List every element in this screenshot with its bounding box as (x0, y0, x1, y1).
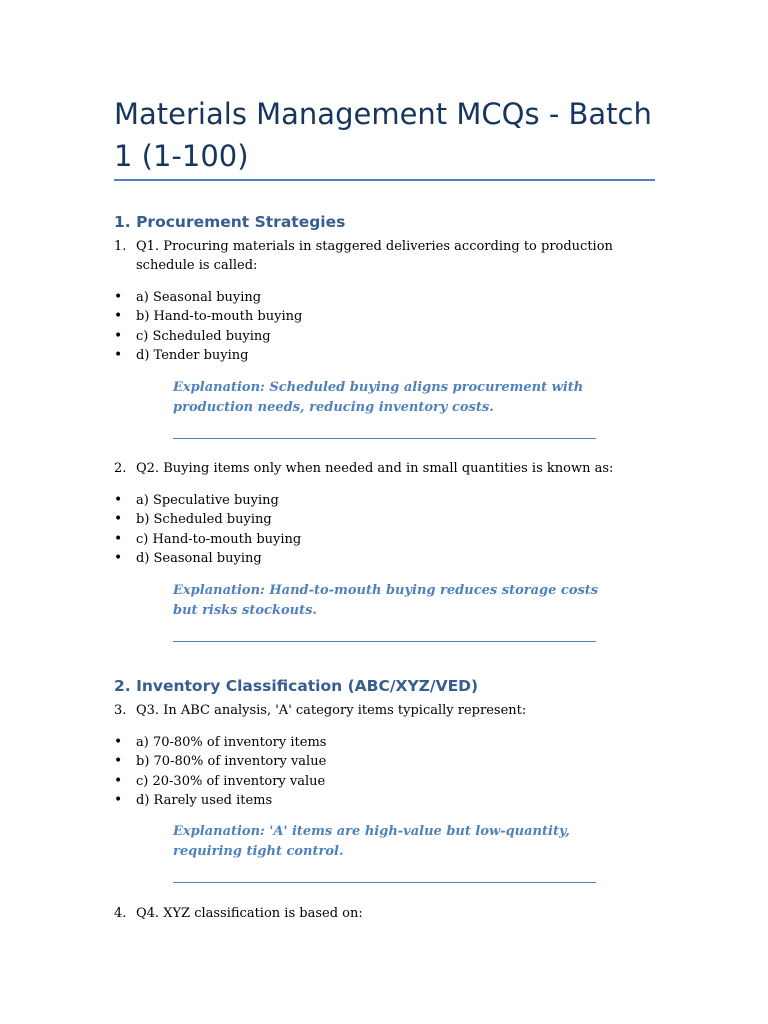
option-label: c) Hand-to-mouth buying (136, 531, 302, 547)
bullet-icon: • (114, 327, 123, 344)
option-b (114, 510, 301, 529)
question-2 (114, 459, 634, 478)
question-text: Q4. XYZ classification is based on: (136, 906, 363, 921)
question-text: Q3. In ABC analysis, 'A' category items typically represent: (136, 703, 527, 718)
option-d (114, 549, 301, 568)
answer-options (114, 733, 326, 810)
bullet-icon: • (114, 492, 123, 508)
explanation-text: Explanation: 'A' items are high-value but low-quantity, requiring tight control. (173, 824, 570, 859)
bullet-icon: • (114, 549, 123, 566)
title-underline (114, 179, 655, 181)
option-c (114, 772, 326, 791)
question-text: Q1. Procuring materials in staggered deliveries according to production schedule is called: (136, 239, 613, 273)
section-heading-procurement: 1. Procurement Strategies (114, 213, 346, 231)
question-3 (114, 701, 634, 720)
bullet-icon: • (114, 308, 123, 325)
option-b (114, 752, 326, 771)
question-number: 1. (114, 239, 127, 254)
question-text: Q2. Buying items only when needed and in small quantities is known as: (136, 461, 614, 476)
option-label: a) 70-80% of inventory items (136, 735, 327, 750)
question-1 (114, 237, 634, 275)
option-label: b) 70-80% of inventory value (136, 754, 327, 770)
bullet-icon: • (114, 289, 123, 305)
section-heading-inventory-classification: 2. Inventory Classification (ABC/XYZ/VED) (114, 677, 479, 695)
option-label: c) 20-30% of inventory value (136, 773, 326, 789)
question-number: 4. (114, 906, 127, 921)
option-c (114, 327, 302, 346)
answer-options (114, 491, 301, 568)
explanation-text: Explanation: Scheduled buying aligns procurement with production needs, reducing inventory costs. (173, 380, 584, 415)
option-label: b) Scheduled buying (136, 512, 272, 528)
explanation-divider (173, 438, 596, 439)
option-c (114, 530, 301, 549)
bullet-icon: • (114, 734, 123, 750)
option-d (114, 791, 326, 810)
option-label: d) Tender buying (136, 347, 249, 363)
question-number: 3. (114, 703, 127, 718)
explanation-divider (173, 882, 596, 883)
option-a (114, 288, 302, 307)
option-label: b) Hand-to-mouth buying (136, 309, 303, 325)
option-a (114, 491, 301, 510)
option-label: a) Seasonal buying (136, 290, 262, 305)
option-label: a) Speculative buying (136, 493, 279, 508)
bullet-icon: • (114, 346, 123, 363)
option-b (114, 307, 302, 326)
bullet-icon: • (114, 753, 123, 770)
explanation-text: Explanation: Hand-to-mouth buying reduces storage costs but risks stockouts. (173, 583, 599, 618)
bullet-icon: • (114, 791, 123, 808)
bullet-icon: • (114, 772, 123, 789)
option-a (114, 733, 326, 752)
bullet-icon: • (114, 511, 123, 528)
option-label: d) Seasonal buying (136, 550, 262, 566)
answer-options (114, 288, 302, 365)
document-title: Materials Management MCQs - Batch 1 (1-100) (114, 97, 652, 173)
bullet-icon: • (114, 530, 123, 547)
option-label: d) Rarely used items (136, 792, 273, 808)
explanation-divider (173, 641, 596, 642)
option-label: c) Scheduled buying (136, 328, 271, 344)
question-4 (114, 904, 634, 923)
option-d (114, 346, 302, 365)
question-number: 2. (114, 461, 127, 476)
